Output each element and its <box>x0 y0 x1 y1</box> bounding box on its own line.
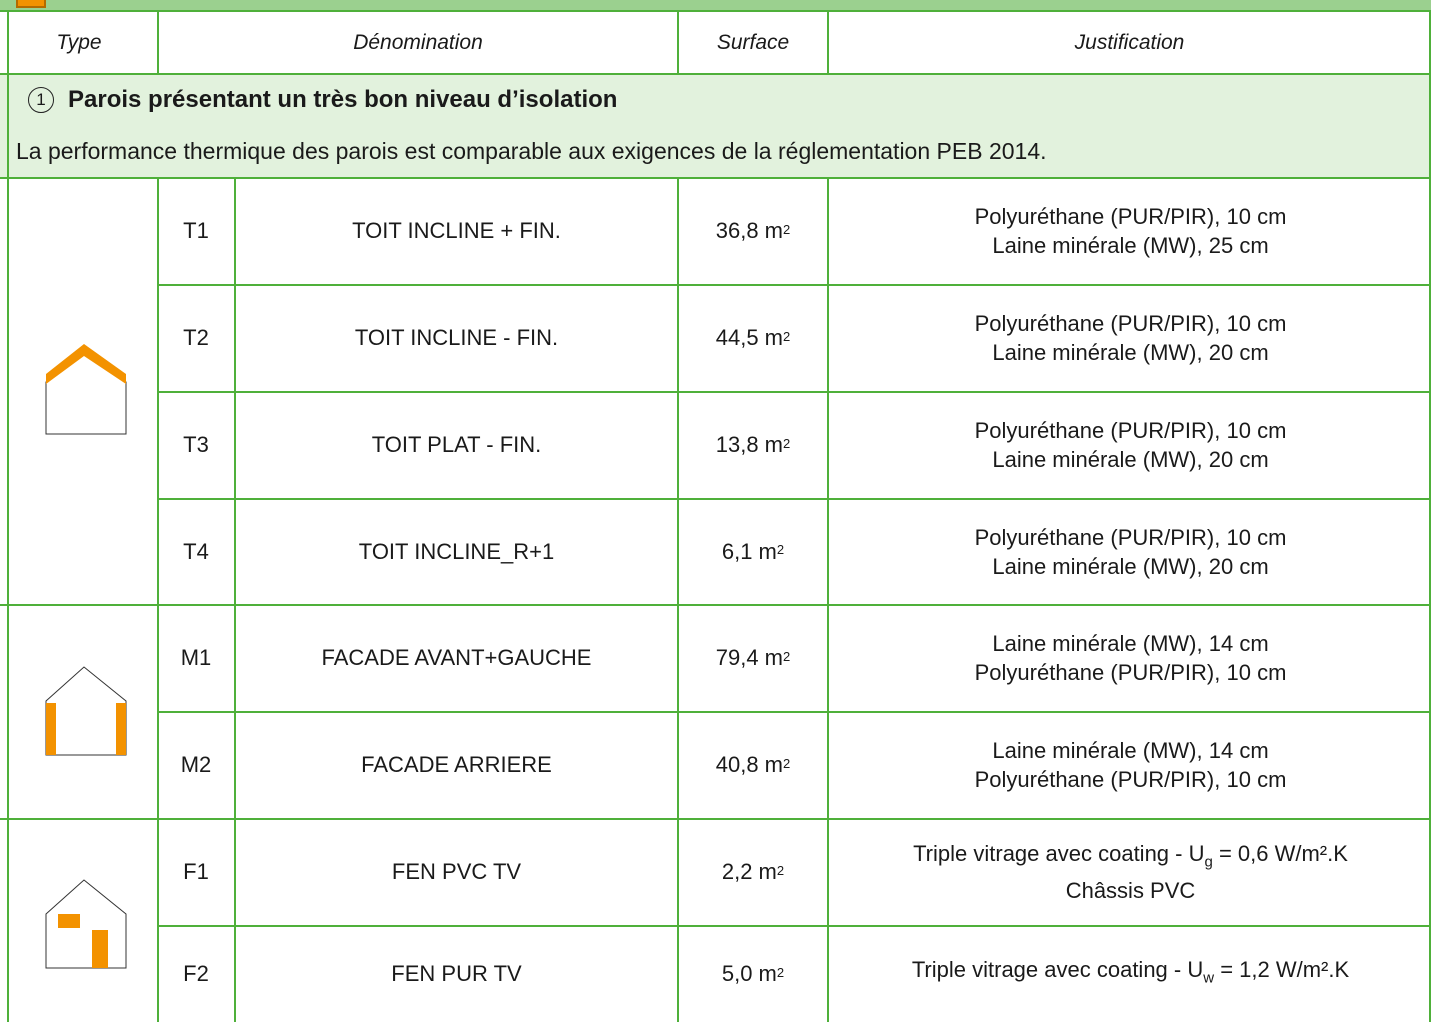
row-justification <box>830 926 1431 1022</box>
row-code: M1 <box>180 645 212 670</box>
row-name: TOIT INCLINE_R+1 <box>358 538 555 564</box>
row-surface: 44,5 m $^2$ <box>715 325 791 350</box>
row-code: T4 <box>183 538 209 564</box>
section-description: La performance thermique des parois est comparable aux exigences de la réglementation PEB 2014. <box>16 138 1047 164</box>
row-justification <box>830 392 1431 498</box>
row-code: M2 <box>180 752 212 777</box>
row-code: T2 <box>183 325 209 350</box>
justification-line: Laine minérale (MW), 14 cm <box>992 631 1269 656</box>
surface-exponent: 2 <box>776 542 785 557</box>
justification-line: Laine minérale (MW), 20 cm <box>992 553 1269 579</box>
row-justification <box>830 178 1431 284</box>
row-surface: 36,8 m $^2$ <box>715 218 791 243</box>
justification-line: Triple vitrage avec coating - $U_g = 0,6$ W/m².K <box>913 840 1348 871</box>
row-name: TOIT INCLINE - FIN. <box>354 325 559 350</box>
grid-line <box>157 12 159 74</box>
justification-line: Polyuréthane (PUR/PIR), 10 cm <box>974 767 1287 792</box>
justification-line: Polyuréthane (PUR/PIR), 10 cm <box>974 418 1287 443</box>
u-subscript: g <box>1204 853 1213 871</box>
grid-line <box>827 12 829 74</box>
justification-line: Laine minérale (MW), 20 cm <box>992 340 1269 365</box>
surface-exponent: 2 <box>783 435 791 451</box>
header-surface: Surface <box>716 31 790 54</box>
row-justification <box>830 819 1431 925</box>
justification-line: Polyuréthane (PUR/PIR), 10 cm <box>974 311 1287 336</box>
section-title-text: Parois présentant un très bon niveau d’isolation <box>68 86 618 113</box>
row-code: T3 <box>183 432 209 457</box>
section-title <box>28 86 617 114</box>
row-justification <box>830 285 1431 391</box>
row-surface: 13,8 m $^2$ <box>715 432 791 457</box>
surface-exponent: 2 <box>776 862 785 878</box>
row-name: TOIT INCLINE + FIN. <box>352 218 561 243</box>
surface-exponent: 2 <box>783 648 791 664</box>
row-justification <box>830 712 1431 818</box>
justification-line: Polyuréthane (PUR/PIR), 10 cm <box>974 524 1287 550</box>
surface-exponent: 2 <box>783 221 791 237</box>
surface-exponent: 2 <box>776 964 785 980</box>
row-justification <box>830 605 1431 711</box>
section-number: 1 <box>28 87 54 113</box>
surface-exponent: 2 <box>783 755 791 771</box>
justification-line: Laine minérale (MW), 25 cm <box>992 233 1269 258</box>
justification-line: Laine minérale (MW), 14 cm <box>992 738 1269 763</box>
row-justification <box>830 499 1431 604</box>
justification-line: Laine minérale (MW), 20 cm <box>992 447 1269 472</box>
house-roof-icon <box>44 344 128 436</box>
row-surface: 6,1 m $^2$ <box>721 538 785 564</box>
row-code: F1 <box>183 859 209 884</box>
grid-line <box>0 73 1431 75</box>
house-walls-icon <box>44 665 128 757</box>
header-justification: Justification <box>1074 31 1185 54</box>
u-subscript: w <box>1203 969 1215 987</box>
row-surface: 2,2 m $^2$ <box>721 859 785 884</box>
row-surface: 79,4 m $^2$ <box>715 645 791 670</box>
row-name: TOIT PLAT - FIN. <box>371 432 542 457</box>
header-type: Type <box>56 31 102 54</box>
row-name: FEN PVC TV <box>391 859 522 884</box>
grid-line <box>7 12 9 1022</box>
justification-line: Polyuréthane (PUR/PIR), 10 cm <box>974 660 1287 685</box>
row-name: FEN PUR TV <box>391 961 522 986</box>
justification-line: Châssis PVC <box>1065 878 1196 904</box>
category-icon <box>16 0 46 8</box>
row-code: F2 <box>183 961 209 986</box>
house-windows-icon <box>44 878 128 970</box>
justification-line: Polyuréthane (PUR/PIR), 10 cm <box>974 204 1287 229</box>
header-denomination: Dénomination <box>353 31 483 54</box>
row-surface: 40,8 m $^2$ <box>715 752 791 777</box>
top-bar <box>0 0 1431 12</box>
grid-line <box>677 12 679 74</box>
row-name: FACADE ARRIERE <box>361 752 552 777</box>
surface-exponent: 2 <box>783 328 791 344</box>
row-name: FACADE AVANT+GAUCHE <box>321 645 592 670</box>
row-surface: 5,0 m $^2$ <box>721 961 785 986</box>
justification-line: Triple vitrage avec coating - $U_w = 1,2$ W/m².K <box>911 957 1350 987</box>
row-code: T1 <box>183 218 209 243</box>
